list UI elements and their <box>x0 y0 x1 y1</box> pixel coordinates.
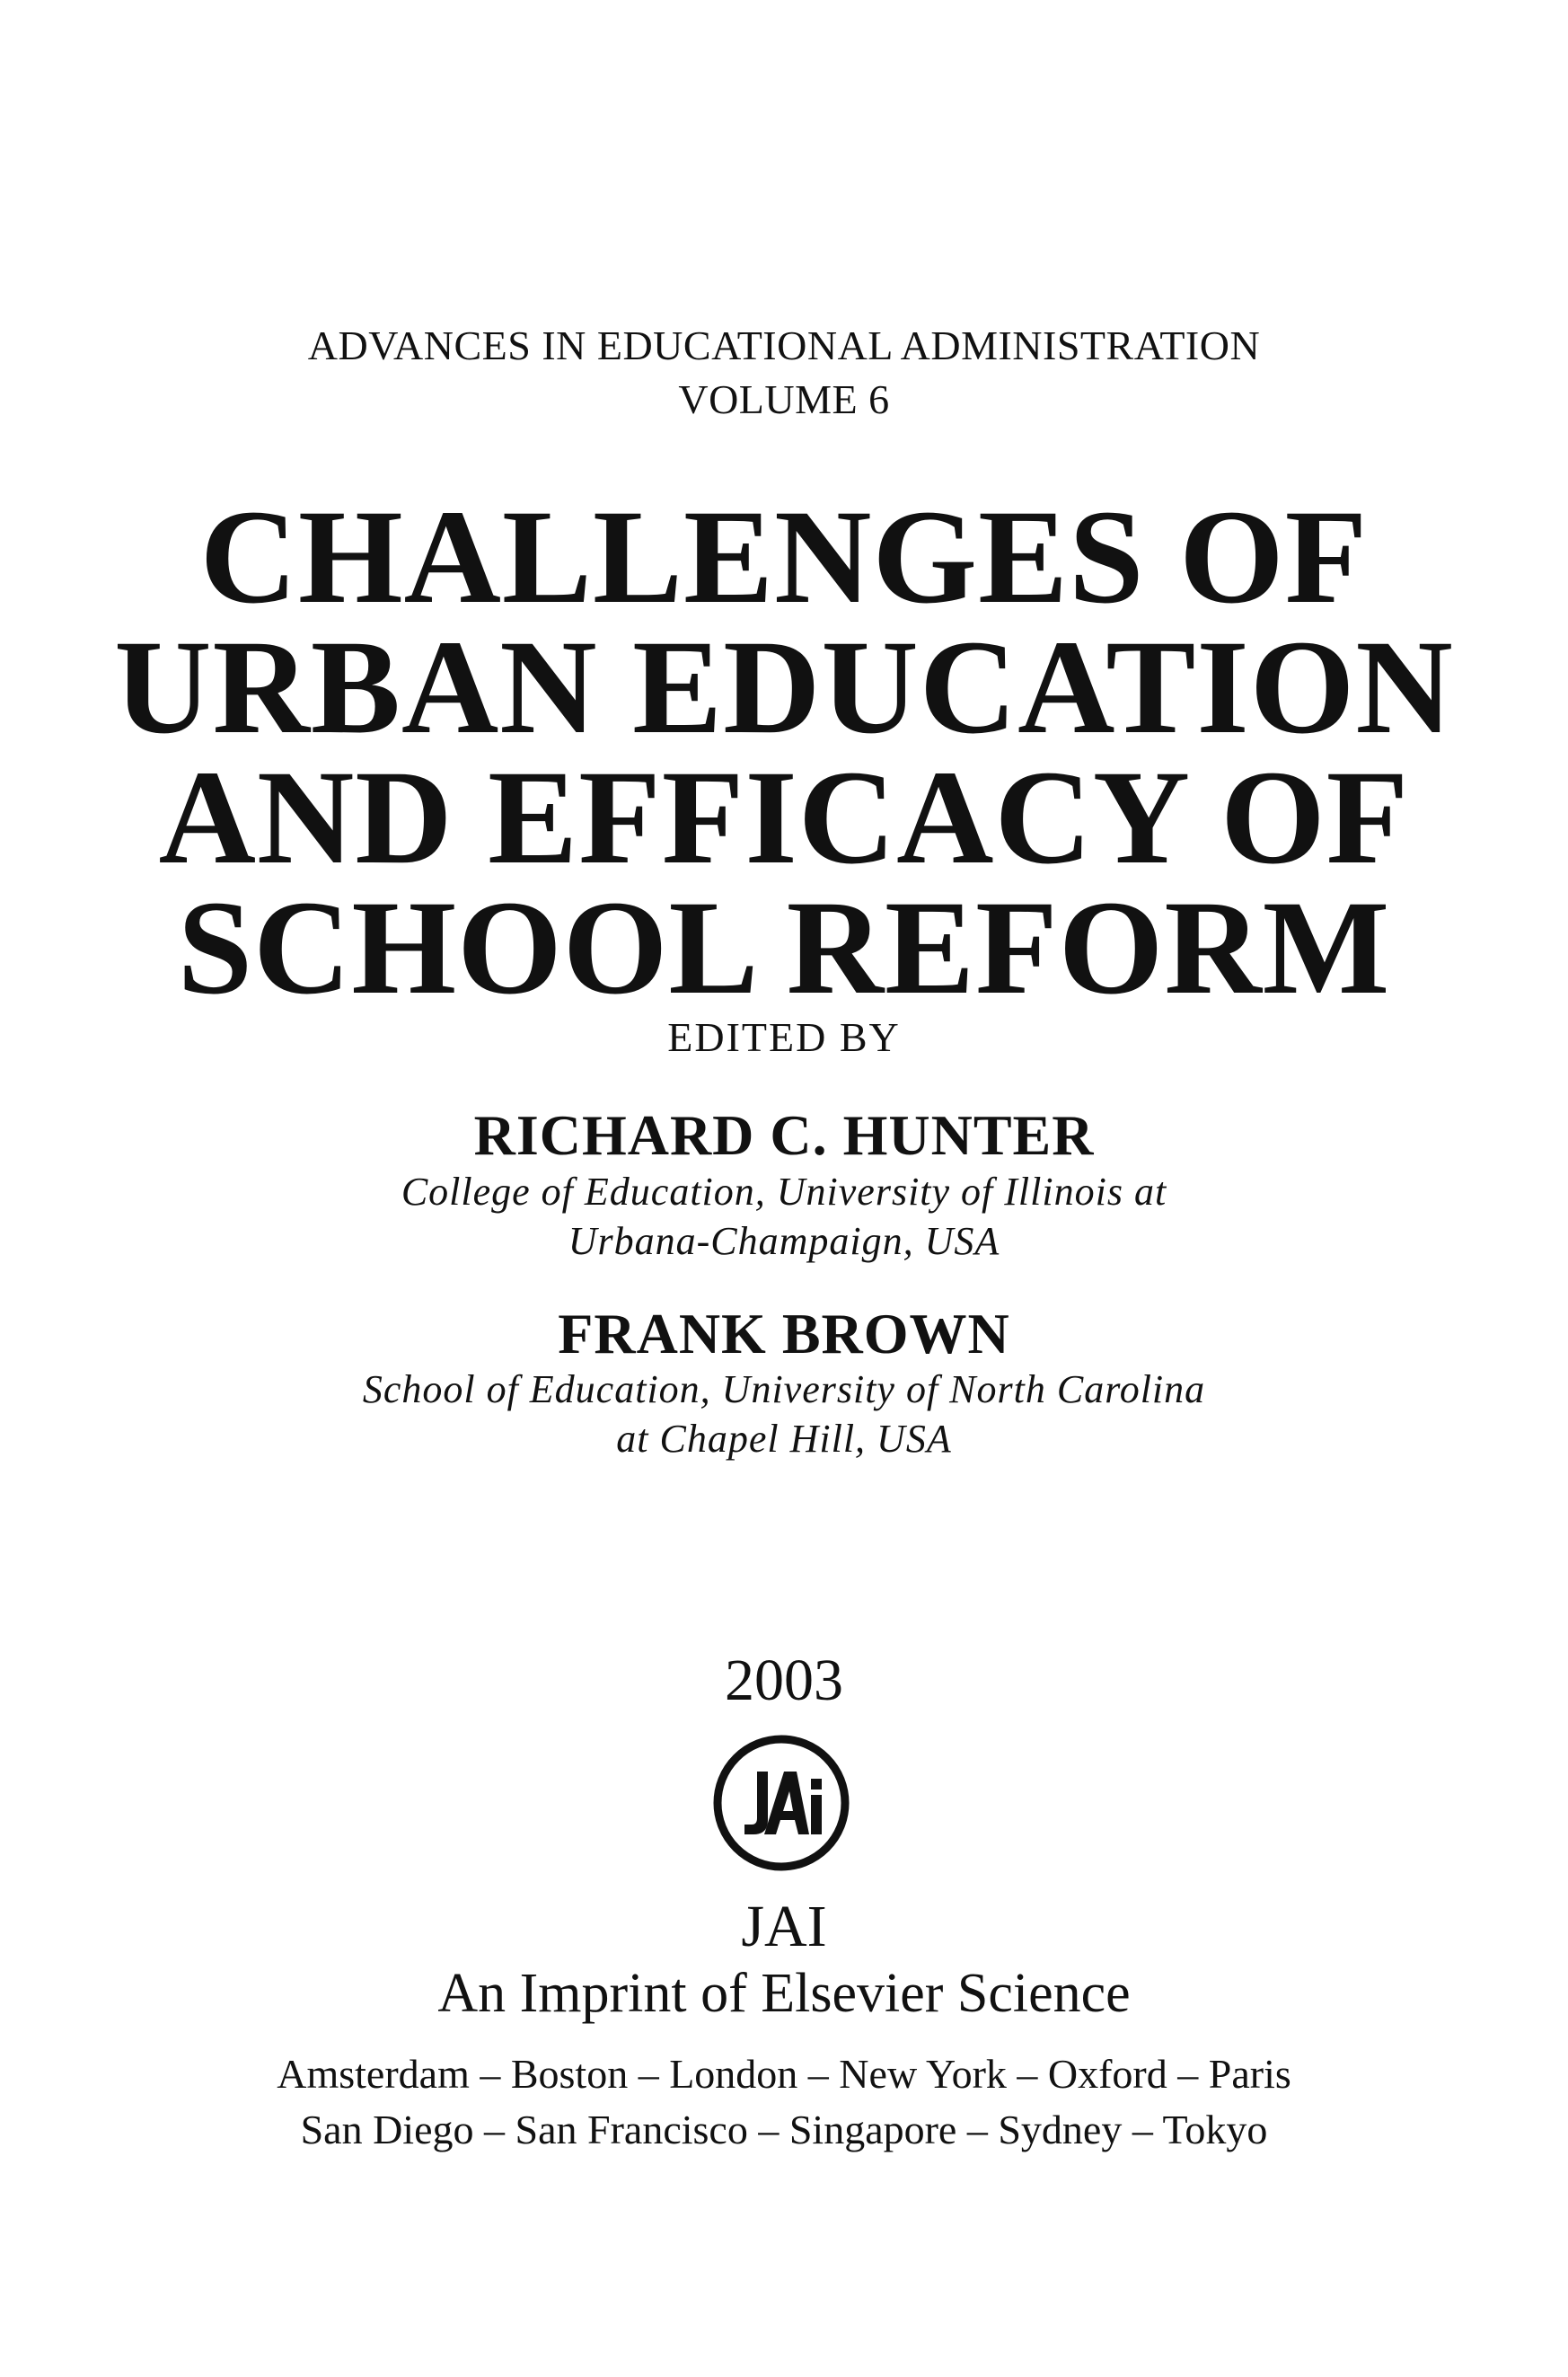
publisher-cities: Amsterdam – Boston – London – New York – Oxford – Paris <box>277 2051 1291 2097</box>
editor-affiliation: Urbana-Champaign, USA <box>568 1219 1000 1263</box>
publisher-name: JAI <box>741 1894 827 1959</box>
series-name: ADVANCES IN EDUCATIONAL ADMINISTRATION <box>307 323 1261 368</box>
editor-affiliation: School of Education, University of North Carolina <box>362 1367 1206 1411</box>
title-line: AND EFFICACY OF <box>158 743 1410 892</box>
series-volume: VOLUME 6 <box>678 376 890 422</box>
edited-by-label: EDITED BY <box>667 1014 901 1060</box>
jai-logo-icon <box>712 1734 850 1872</box>
publisher-cities: San Diego – San Francisco – Singapore – Sydney – Tokyo <box>300 2107 1268 2152</box>
editor-name: RICHARD C. HUNTER <box>473 1103 1095 1167</box>
title-line: CHALLENGES OF <box>199 482 1369 632</box>
title-line: URBAN EDUCATION <box>114 613 1454 762</box>
title-line: SCHOOL REFORM <box>177 873 1391 1022</box>
editor-affiliation: College of Education, University of Illinois at <box>401 1170 1167 1214</box>
publication-year: 2003 <box>725 1648 843 1713</box>
editor-affiliation: at Chapel Hill, USA <box>616 1417 952 1461</box>
publisher-imprint: An Imprint of Elsevier Science <box>437 1963 1131 2024</box>
editor-name: FRANK BROWN <box>558 1302 1010 1365</box>
